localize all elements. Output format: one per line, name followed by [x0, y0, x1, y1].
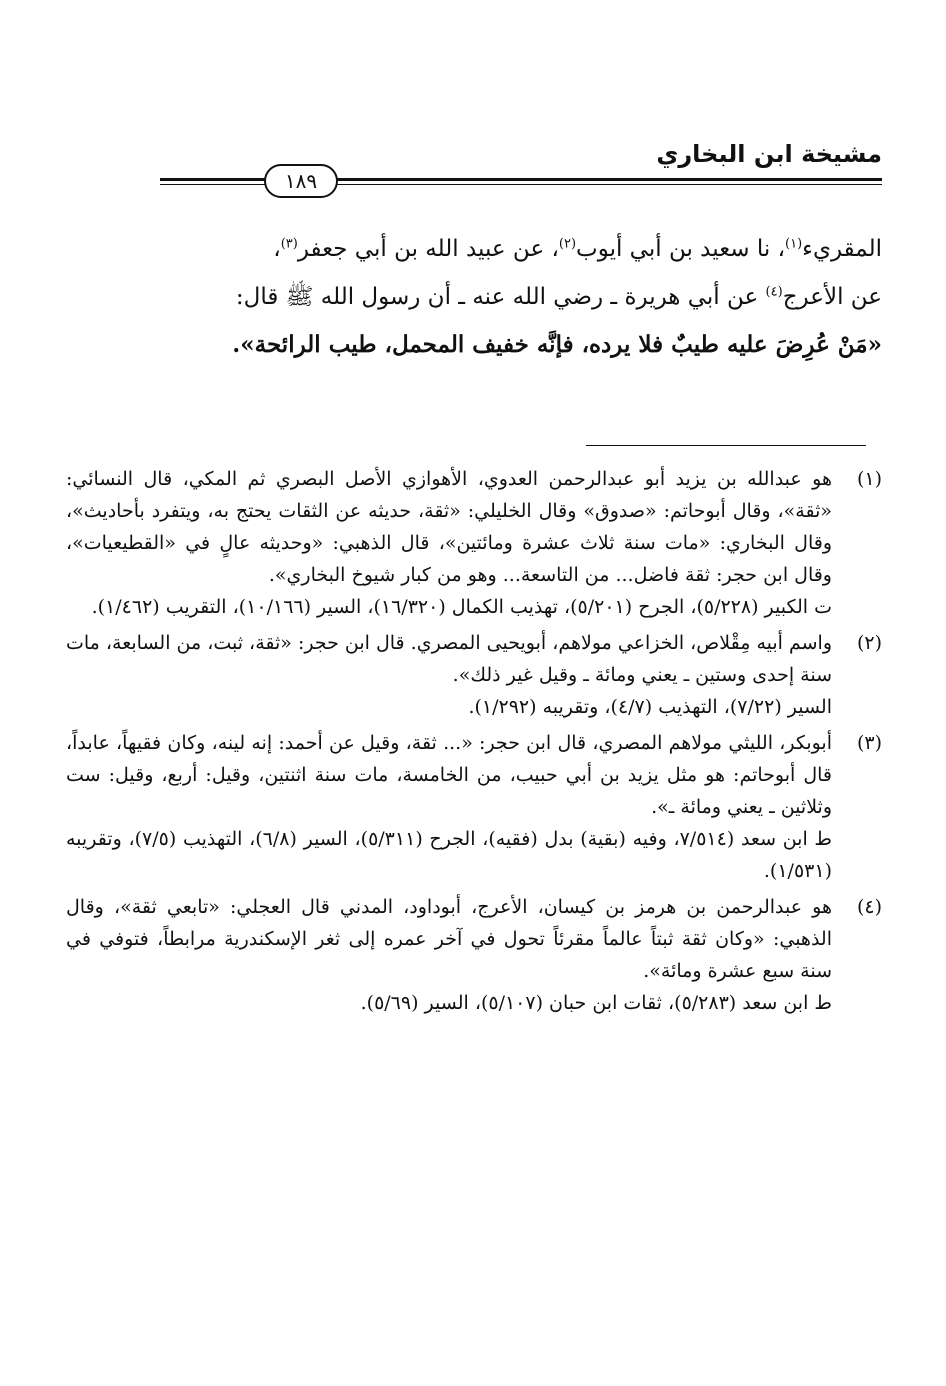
footnote-body: أبوبكر، الليثي مولاهم المصري، قال ابن حجر: «... ثقة، وقيل عن أحمد: إنه لينه، وكان فقيهاً، عابداً، قال أبوحاتم: هو مثل يزيد بن أبي حبيب، من الخامسة، مات سنة اثنتين، وقيل: أربع، وقيل: ست وثلاثين ـ يعني ومائة ـ». — [66, 732, 832, 818]
footnote-ref[interactable]: (٢) — [558, 236, 577, 252]
page-number: ١٨٩ — [264, 164, 338, 198]
footnote-number: (٢) — [856, 632, 882, 654]
footnote-references: السير (٧/٢٢)، التهذيب (٤/٧)، وتقريبه (١/٢٩٢). — [468, 696, 832, 718]
footnote-ref[interactable]: (١) — [785, 236, 803, 252]
footnote-references: ط ابن سعد (٧/٥١٤، وفيه (بقية) بدل (فقيه)، الجرح (٥/٣١١)، السير (٦/٨)، التهذيب (٧/٥)، وتقريبه (١/٥٣١). — [66, 828, 832, 882]
footnote-body: واسم أبيه مِقْلاص، الخزاعي مولاهم، أبويحيى المصري. قال ابن حجر: «ثقة، ثبت، من السابعة، مات سنة إحدى وستين ـ يعني ومائة ـ وقيل غير ذلك». — [66, 632, 832, 686]
footnote-3 — [66, 727, 882, 887]
isnad-text: ، عن عبيد الله بن أبي جعفر — [297, 236, 559, 262]
isnad-line-2 — [72, 273, 882, 321]
footnotes — [66, 463, 882, 1023]
footnote-references: ت الكبير (٥/٢٢٨)، الجرح (٥/٢٠١)، تهذيب الكمال (١٦/٣٢٠)، السير (١٠/١٦٦)، التقريب (١/٤٦٢). — [91, 596, 832, 618]
footnote-2 — [66, 627, 882, 723]
isnad-text: ، نا سعيد بن أبي أيوب — [576, 236, 786, 262]
running-title: مشيخة ابن البخاري — [656, 140, 882, 168]
footnote-separator — [586, 445, 866, 446]
footnote-ref[interactable]: (٣) — [280, 236, 298, 252]
footnote-number: (١) — [856, 468, 882, 490]
isnad-text: عن الأعرج — [782, 284, 882, 310]
isnad-text: ، — [273, 236, 281, 262]
footnote-ref[interactable]: (٤) — [765, 284, 783, 300]
footnote-number: (٤) — [856, 896, 882, 918]
footnote-1 — [66, 463, 882, 623]
footnote-body: هو عبدالرحمن بن هرمز بن كيسان، الأعرج، أبوداود، المدني قال العجلي: «تابعي ثقة»، وقال الذهبي: «وكان ثقة ثبتاً عالماً مقرئاً تحول في آخر عمره إلى ثغر الإسكندرية مرابطاً، فتوفي في سنة سبع عشرة ومائة». — [66, 896, 832, 982]
isnad-text: المقريء — [802, 236, 882, 262]
footnote-body: هو عبدالله بن يزيد أبو عبدالرحمن العدوي، الأهوازي الأصل البصري ثم المكي، قال النسائي: «ثقة»، وقال أبوحاتم: «صدوق» وقال الخليلي: «ثقة، حديثه عن الثقات يحتج به، ويتفرد بأحاديث»، وقال البخاري: «مات سنة ثلاث عشرة ومائتين»، قال الذهبي: «وحديثه عالٍ في «القطيعيات»، وقال ابن حجر: ثقة فاضل... من التاسعة... وهو من كبار شيوخ البخاري». — [66, 468, 832, 586]
footnote-4 — [66, 891, 882, 1019]
footnote-references: ط ابن سعد (٥/٢٨٣)، ثقات ابن حبان (٥/١٠٧)، السير (٥/٦٩). — [360, 992, 832, 1014]
main-text — [72, 225, 882, 369]
isnad-line-1 — [72, 225, 882, 273]
hadith-text: «مَنْ عُرِضَ عليه طيبٌ فلا يرده، فإنَّه خفيف المحمل، طيب الرائحة». — [232, 331, 882, 358]
isnad-text: عن أبي هريرة ـ رضي الله عنه ـ أن رسول الله ﷺ قال: — [235, 284, 766, 310]
footnote-number: (٣) — [856, 732, 882, 754]
